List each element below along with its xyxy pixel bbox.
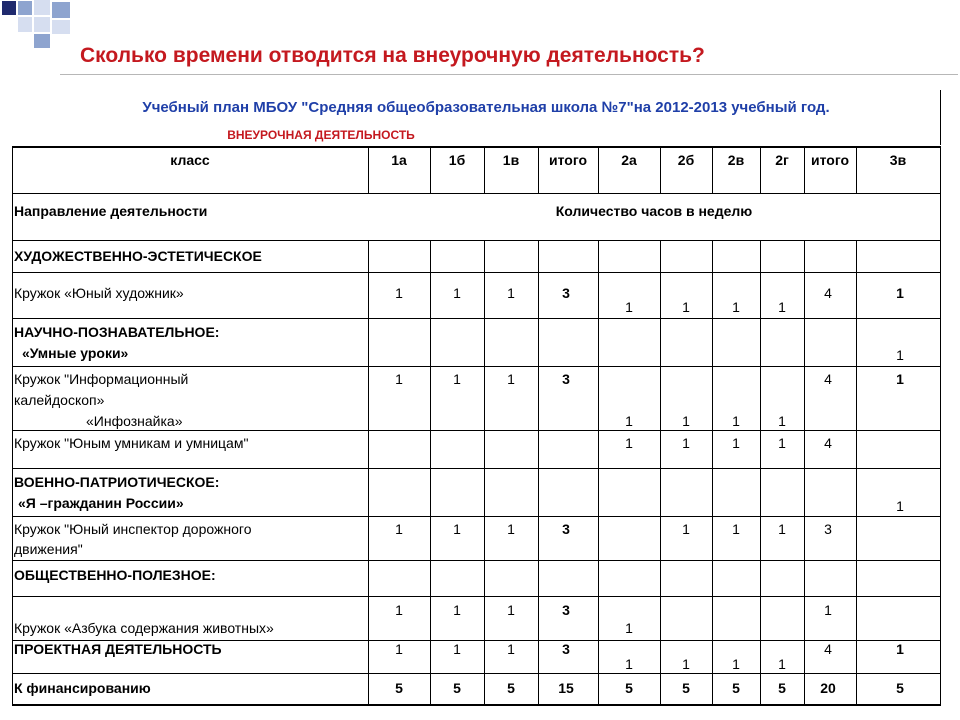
section-social: ОБЩЕСТВЕННО-ПОЛЕЗНОЕ: [14,567,216,583]
header-2v: 2в [727,152,745,168]
cell-road-total1: 3 [562,521,570,537]
cell-info-total1: 3 [562,371,570,387]
cell-funding-2v: 5 [732,680,740,696]
cell-animal-1a: 1 [395,602,403,618]
row-road-circle-line1: Кружок "Юный инспектор дорожного [14,521,252,537]
cell-road-1a: 1 [395,521,403,537]
row-animal-circle-label: Кружок «Азбука содержания животных» [14,620,274,636]
cell-project-1b: 1 [453,641,461,657]
cell-road-1v: 1 [507,521,515,537]
hours-label: Количество часов в неделю [555,203,753,219]
deco-square-light-3 [34,17,50,32]
cell-art-2b: 1 [682,299,690,315]
deco-square-blue-2 [34,34,50,48]
cell-smart-2v: 1 [732,435,740,451]
cell-animal-1b: 1 [453,602,461,618]
cell-funding-total1: 15 [558,680,574,696]
cell-funding-1v: 5 [507,680,515,696]
header-total-1: итого [548,152,588,168]
cell-info-3v: 1 [896,371,904,387]
cell-info-2a: 1 [625,413,633,429]
cell-project-2a: 1 [625,656,633,672]
row-funding-label: К финансированию [14,680,151,696]
cell-smart-total2: 4 [824,435,832,451]
header-2g: 2г [775,152,789,168]
deco-square-light-2 [18,17,32,32]
title-underline [60,74,958,75]
cell-animal-1v: 1 [507,602,515,618]
cell-project-2v: 1 [732,656,740,672]
header-total-2: итого [810,152,850,168]
cell-road-1b: 1 [453,521,461,537]
cell-road-2a: 1 [682,521,690,537]
cell-art-1b: 1 [453,285,461,301]
cell-smart-2g: 1 [778,435,786,451]
cell-info-1b: 1 [453,371,461,387]
cell-art-2g: 1 [778,299,786,315]
cell-project-1a: 1 [395,641,403,657]
slide-title: Сколько времени отводится на внеурочную деятельность? [80,44,705,67]
cell-project-3v: 1 [896,641,904,657]
cell-info-2v: 1 [732,413,740,429]
cell-funding-2b: 5 [682,680,690,696]
cell-military-3v: 1 [896,498,904,514]
cell-road-2b: 1 [732,521,740,537]
cell-animal-total2: 1 [824,602,832,618]
deco-square-blue-3 [52,2,70,18]
row-art-circle-label: Кружок «Юный художник» [14,285,184,301]
cell-smart-2b: 1 [682,435,690,451]
cell-funding-total2: 20 [820,680,836,696]
header-1v: 1в [502,152,520,168]
cell-project-1v: 1 [507,641,515,657]
row-smart-circle-label: Кружок "Юным умникам и умницам" [14,435,249,451]
cell-art-2a: 1 [625,299,633,315]
cell-road-2v: 1 [778,521,786,537]
row-info-circle-line2: калейдоскоп» [14,392,105,408]
section-military-line1: ВОЕННО-ПАТРИОТИЧЕСКОЕ: [14,474,220,490]
section-art: ХУДОЖЕСТВЕННО-ЭСТЕТИЧЕСКОЕ [14,248,262,264]
deco-square-light-1 [34,0,50,15]
row-road-circle-line2: движения" [14,541,83,557]
cell-funding-3v: 5 [896,680,904,696]
section-military-line2: «Я –гражданин России» [18,495,184,511]
row-info-circle-line3: «Инфознайка» [86,413,183,429]
header-3v: 3в [889,152,907,168]
cell-funding-2g: 5 [778,680,786,696]
cell-info-total2: 4 [824,371,832,387]
cell-info-2b: 1 [682,413,690,429]
header-1a: 1а [391,152,407,168]
cell-funding-2a: 5 [625,680,633,696]
cell-art-total2: 4 [824,285,832,301]
header-1b: 1б [448,152,466,168]
cell-art-1v: 1 [507,285,515,301]
cell-funding-1a: 5 [395,680,403,696]
cell-art-2v: 1 [732,299,740,315]
header-2b: 2б [677,152,695,168]
deco-square-blue-1 [18,1,32,15]
deco-square-light-4 [52,20,70,34]
cell-art-total1: 3 [562,285,570,301]
cell-info-2g: 1 [778,413,786,429]
table-subtitle: ВНЕУРОЧНАЯ ДЕЯТЕЛЬНОСТЬ [227,128,415,142]
cell-info-1v: 1 [507,371,515,387]
direction-label: Направление деятельности [14,203,208,219]
cell-art-1a: 1 [395,285,403,301]
cell-project-2g: 1 [778,656,786,672]
cell-art-3v: 1 [896,285,904,301]
row-project-label: ПРОЕКТНАЯ ДЕЯТЕЛЬНОСТЬ [14,641,222,657]
cell-project-total2: 4 [824,641,832,657]
cell-road-total2: 3 [824,521,832,537]
cell-funding-1b: 5 [453,680,461,696]
cell-project-2b: 1 [682,656,690,672]
cell-animal-total1: 3 [562,602,570,618]
table-title: Учебный план МБОУ "Средняя общеобразовательная школа №7"на 2012-2013 учебный год. [142,99,830,116]
cell-science-3v: 1 [896,347,904,363]
header-2a: 2а [621,152,637,168]
section-science-line1: НАУЧНО-ПОЗНАВАТЕЛЬНОЕ: [14,324,220,340]
cell-info-1a: 1 [395,371,403,387]
cell-project-total1: 3 [562,641,570,657]
section-science-line2: «Умные уроки» [22,345,129,361]
header-class: класс [170,152,210,168]
deco-square-navy-1 [2,1,16,15]
cell-animal-2a: 1 [625,620,633,636]
cell-smart-2a: 1 [625,435,633,451]
row-info-circle-line1: Кружок "Информационный [14,371,189,387]
